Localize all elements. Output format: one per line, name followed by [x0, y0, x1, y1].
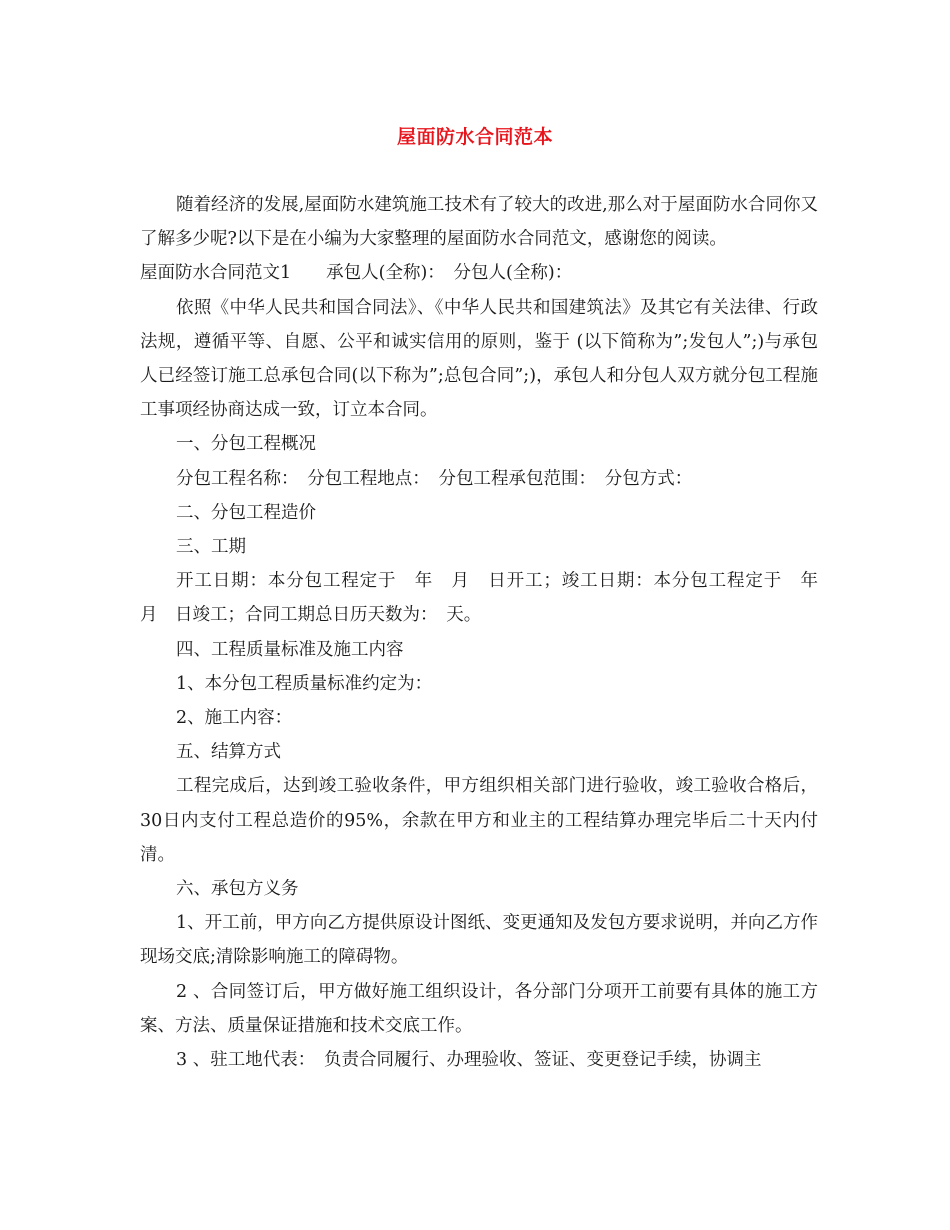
obligation-item-3: 3 、驻工地代表： 负责合同履行、办理验收、签证、变更登记手续，协调主 — [176, 1050, 762, 1071]
overview-fields-line: 分包工程名称： 分包工程地点： 分包工程承包范围： 分包方式： — [176, 468, 693, 489]
section-heading-overview: 一、分包工程概况 — [176, 434, 316, 455]
document-title: 屋面防水合同范本 — [396, 126, 553, 148]
quality-item-2: 2、施工内容： — [176, 708, 293, 729]
contract-parties-line: 屋面防水合同范文1 承包人(全称)： 分包人(全称)： — [140, 263, 573, 284]
obligation-item-2: 2 、合同签订后，甲方做好施工组织设计，各分部门分项开工前要有具体的施工方案、方法、质量保证措施和技术交底工作。 — [140, 981, 818, 1036]
section-heading-quality: 四、工程质量标准及施工内容 — [176, 639, 404, 660]
settlement-paragraph: 工程完成后，达到竣工验收条件，甲方组织相关部门进行验收，竣工验收合格后，30日内支付工程总造价的95%，余款在甲方和业主的工程结算办理完毕后二十天内付清。 — [140, 776, 818, 865]
intro-paragraph: 随着经济的发展,屋面防水建筑施工技术有了较大的改进,那么对于屋面防水合同你又了解多少呢?以下是在小编为大家整理的屋面防水合同范文，感谢您的阅读。 — [140, 195, 818, 250]
section-heading-obligations: 六、承包方义务 — [176, 879, 299, 900]
section-heading-settlement: 五、结算方式 — [176, 742, 281, 763]
legal-basis-paragraph: 依照《中华人民共和国合同法》、《中华人民共和国建筑法》及其它有关法律、行政法规，遵循平等、自愿、公平和诚实信用的原则，鉴于 (以下简称为”;发包人”;)与承包人已经签订施工总承包合同(以下称为”;总包合同”;)，承包人和分包人双方就分包工程施工事项经协商达成一致，订立本合同。 — [140, 297, 818, 421]
quality-item-1: 1、本分包工程质量标准约定为： — [176, 673, 433, 694]
document-body — [140, 188, 836, 1077]
schedule-paragraph: 开工日期：本分包工程定于 年 月 日开工；竣工日期：本分包工程定于 年 月 日竣工；合同工期总日历天数为： 天。 — [140, 571, 836, 626]
section-heading-schedule: 三、工期 — [176, 537, 246, 558]
section-heading-price: 二、分包工程造价 — [176, 502, 316, 523]
obligation-item-1: 1、开工前，甲方向乙方提供原设计图纸、变更通知及发包方要求说明，并向乙方作现场交底;清除影响施工的障碍物。 — [140, 913, 818, 968]
